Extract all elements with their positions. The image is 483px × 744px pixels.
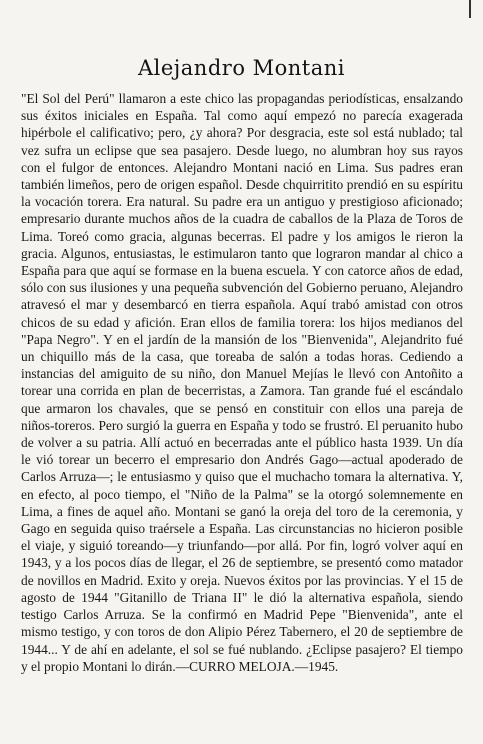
page-edge-mark — [469, 0, 471, 18]
article-title: Alejandro Montani — [137, 56, 346, 80]
article-body: "El Sol del Perú" llamaron a este chico las propagandas periodísticas, ensalzando sus éxitos iniciales en España. Tal como aquí empezó no parecía exagerada hipérbole el calificativo; pero, ¿y ahora? Por desgracia, este sol está nublado; tal vez sufra un eclipse que sea pasajero. Desde luego, no alumbran hoy sus rayos con el fulgor de entonces. Alejandro Montani nació en Lima. Sus padres eran también limeños, pero de origen español. Desde chquirritito prendió en su espíritu la vocación torera. Era natural. Su padre era un antiguo y prestigioso aficionado; empresario durante muchos años de la cuadra de caballos de la Plaza de Toros de Lima. Toreó como gracia, algunas becerras. El padre y los amigos le rieron la gracia. Algunos, entusiastas, le estimularon tanto que lograron mandar al chico a España para que aquí se formase en la buena escuela. Y con catorce años de edad, sólo con sus ilusiones y una pequeña subvención del Gobierno peruano, Alejandro atravesó el mar y desembarcó en tierra española. Aquí trabó amistad con otros chicos de su edad y afición. Eran ellos de familia torera: los hijos medianos del "Papa Negro". Y en el jardín de la mansión de los "Bienvenida", Alejandrito fué un chiquillo más de la casa, que toreaba de salón a todas horas. Cediendo a instancias del amiguito de su niño, don Manuel Mejías le llevó con Antoñito a torear una corrida en plan de becerristas, a Zamora. Tan grande fué el escándalo que armaron los chavales, que se pensó en constituir con ellos una pareja de niños-toreros. Pero surgió la guerra en España y todo se frustró. El peruanito hubo de volver a su patria. Allí actuó en becerradas ante el público hasta 1939. Un día le vió torear un becerro el empresario don Andrés Gago—actual apoderado de Carlos Arruza—; le entusiasmo y quiso que el muchacho tomara la alternativa. Y, en efecto, al poco tiempo, el "Niño de la Palma" se la otorgó solemnemente en Lima, a fines de aquel año. Montani se ganó la oreja del toro de la ceremonia, y Gago en seguida quiso traérsele a España. Las circunstancias no hicieron posible el viaje, y siguió toreando—y triunfando—por allá. Por fin, logró volver aquí en 1943, y a los pocos días de llegar, el 26 de septiembre, se presentó como matador de novillos en Madrid. Exito y oreja. Nuevos éxitos por las provincias. Y el 15 de agosto de 1944 "Gitanillo de Triana II" le dió la alternativa española, siendo testigo Carlos Arruza. Se la confirmó en Madrid Pepe "Bienvenida", ante el mismo testigo, y con toros de don Alipio Pérez Tabernero, el 20 de septiembre de 1944... Y de ahí en adelante, el sol se fué nublando. ¿Eclipse pasajero? El tiempo y el propio Montani lo dirán.—CURRO MELOJA.—1945. — [21, 91, 463, 674]
